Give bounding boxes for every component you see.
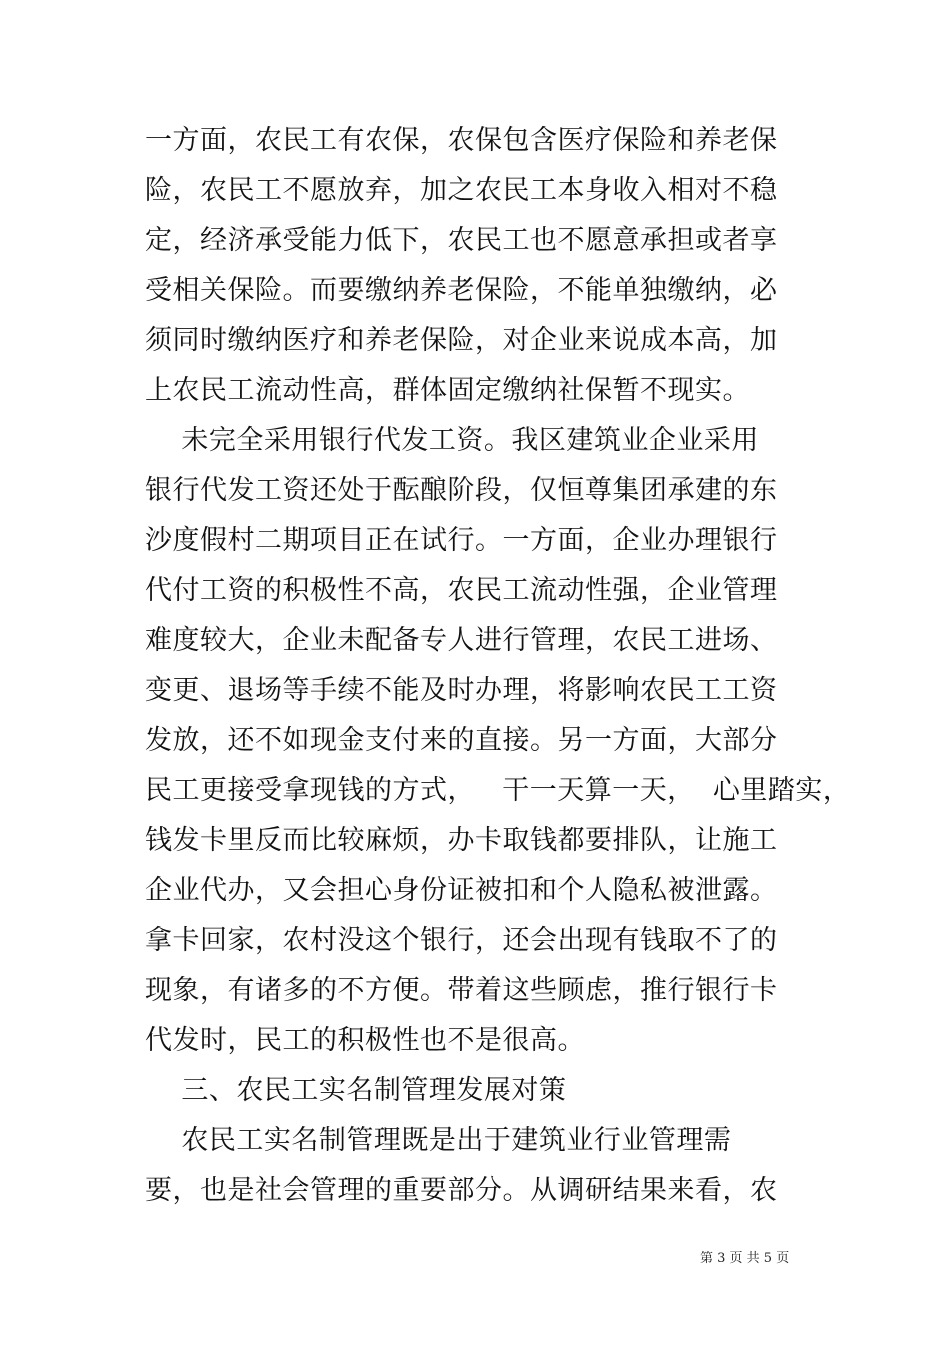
text-line-18: 现象，有诸多的不方便。带着这些顾虑，推行银行卡 [145,975,778,1006]
text-line-4: 受相关保险。而要缴纳养老保险，不能单独缴纳，必 [145,275,778,306]
text-line-9: 沙度假村二期项目正在试行。一方面，企业办理银行 [145,525,778,556]
text-line-10: 代付工资的积极性不高，农民工流动性强，企业管理 [145,575,778,606]
text-line-5: 须同时缴纳医疗和养老保险，对企业来说成本高，加 [145,325,778,356]
text-line-13: 发放，还不如现金支付来的直接。另一方面，大部分 [145,725,778,756]
text-line-16: 企业代办，又会担心身份证被扣和个人隐私被泄露。 [145,875,778,906]
text-line-6: 上农民工流动性高，群体固定缴纳社保暂不现实。 [145,375,750,406]
text-line-7: 未完全采用银行代发工资。我区建筑业企业采用 [145,425,759,456]
text-line-15: 钱发卡里反而比较麻烦，办卡取钱都要排队，让施工 [145,825,778,856]
text-line-1: 一方面，农民工有农保，农保包含医疗保险和养老保 [145,125,778,156]
text-line-22: 要，也是社会管理的重要部分。从调研结果来看，农 [145,1175,778,1206]
page-number-footer: 第 3 页 共 5 页 [700,1251,790,1266]
text-line-2: 险，农民工不愿放弃，加之农民工本身收入相对不稳 [145,175,778,206]
text-line-19: 代发时，民工的积极性也不是很高。 [145,1025,585,1056]
text-line-3: 定，经济承受能力低下，农民工也不愿意承担或者享 [145,225,778,256]
section-heading: 三、农民工实名制管理发展对策 [145,1075,567,1106]
text-line-17: 拿卡回家，农村没这个银行，还会出现有钱取不了的 [145,925,778,956]
text-line-8: 银行代发工资还处于酝酿阶段，仅恒尊集团承建的东 [145,475,778,506]
text-line-14: 民工更接受拿现钱的方式， 干一天算一天， 心里踏实， [145,775,851,806]
text-line-11: 难度较大，企业未配备专人进行管理，农民工进场、 [145,625,778,656]
text-line-12: 变更、退场等手续不能及时办理，将影响农民工工资 [145,675,778,706]
text-line-21: 农民工实名制管理既是出于建筑业行业管理需 [145,1125,732,1156]
